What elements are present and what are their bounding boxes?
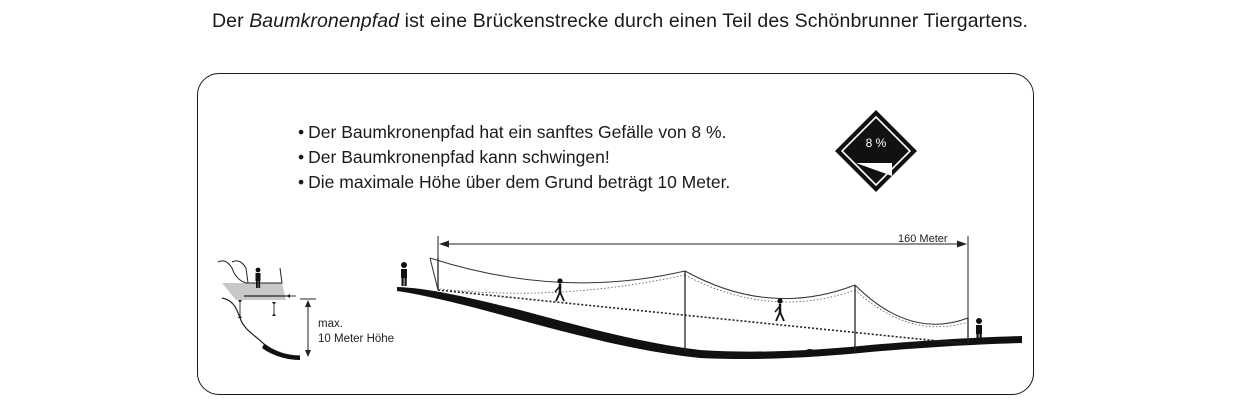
ground-terrain: [397, 287, 1022, 359]
intro-emphasis: Baumkronenpfad: [249, 10, 400, 32]
height-dimension: [300, 299, 316, 357]
person-icon: [401, 262, 407, 286]
fact-height: • Die maximale Höhe über dem Grund beträgt 10 Meter.: [298, 170, 730, 195]
bridge-posts: [438, 258, 968, 352]
height-label-line2: 10 Meter Höhe: [318, 333, 395, 345]
fact-slope: • Der Baumkronenpfad hat ein sanftes Gefälle von 8 %.: [298, 120, 730, 145]
fact-swing: • Der Baumkronenpfad kann schwingen!: [298, 145, 730, 170]
slope-sign-icon: [835, 110, 917, 192]
slope-sign-label: 8 %: [865, 136, 887, 150]
intro-prefix: Der: [211, 10, 250, 32]
intro-suffix: ist eine Brückenstrecke durch einen Teil des Schönbrunner Tiergartens.: [399, 10, 1029, 32]
cross-section-inset: [218, 261, 300, 360]
length-label: 160 Meter: [898, 233, 948, 245]
height-label-line1: max.: [318, 318, 343, 330]
length-dimension: [438, 236, 968, 318]
